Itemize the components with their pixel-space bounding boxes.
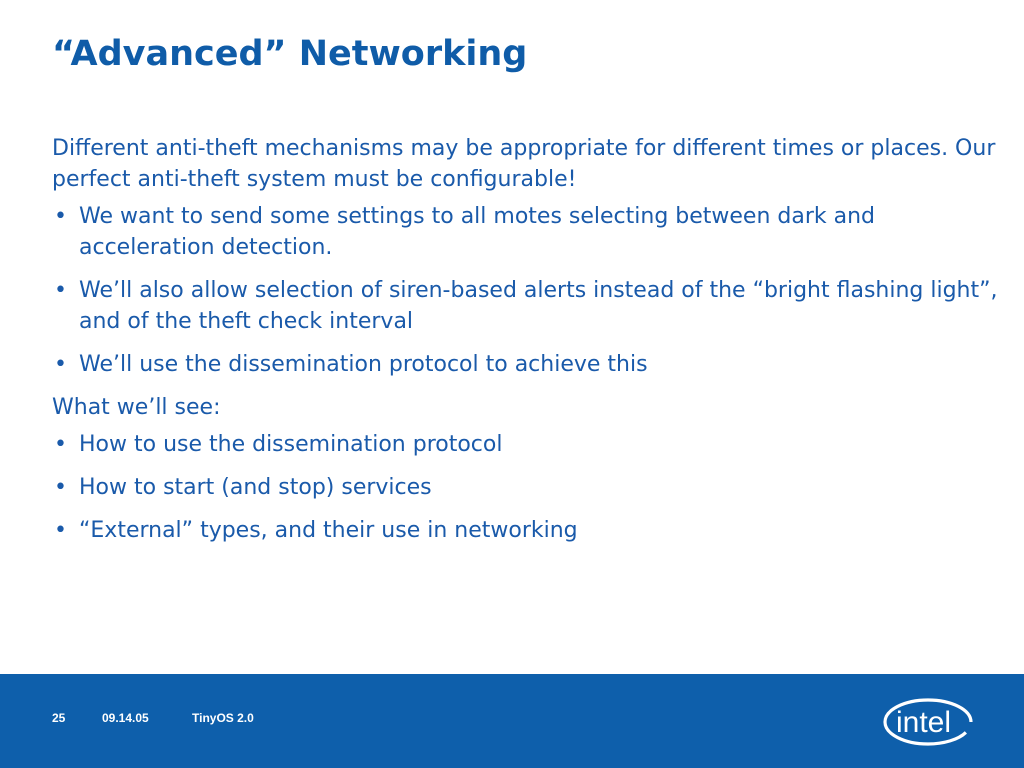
bullet-item <box>52 275 1012 337</box>
slide-title: “Advanced” Networking <box>52 34 528 74</box>
bullet-icon: • <box>54 518 67 543</box>
intel-logo-icon <box>880 690 980 752</box>
footer-date: 09.14.05 <box>102 711 149 725</box>
bullet-icon: • <box>54 278 67 303</box>
bullet-icon: • <box>54 204 67 229</box>
footer-bar <box>0 674 1024 768</box>
bullet-text: How to start (and stop) services <box>79 475 432 500</box>
bullet-icon: • <box>54 475 67 500</box>
slide-body <box>52 133 1012 558</box>
bullet-icon: • <box>54 352 67 377</box>
page-number: 25 <box>52 711 66 725</box>
bullet-item <box>52 515 1012 546</box>
bullet-item <box>52 429 1012 460</box>
bullet-text: “External” types, and their use in networking <box>79 518 578 543</box>
section-bullet-list <box>52 429 1012 546</box>
intro-paragraph: Different anti-theft mechanisms may be appropriate for different times or places. Our perfect anti-theft system must be configurable! <box>52 136 996 192</box>
footer-label: TinyOS 2.0 <box>192 711 254 725</box>
bullet-item <box>52 349 1012 380</box>
intro-bullet-list <box>52 201 1012 380</box>
bullet-text: How to use the dissemination protocol <box>79 432 503 457</box>
intel-logo-text: intel <box>896 706 952 739</box>
bullet-item <box>52 201 1012 263</box>
bullet-text: We’ll also allow selection of siren-based alerts instead of the “bright flashing light”, and of the theft check interval <box>79 278 998 334</box>
section-heading: What we’ll see: <box>52 395 221 420</box>
bullet-text: We’ll use the dissemination protocol to achieve this <box>79 352 648 377</box>
bullet-icon: • <box>54 432 67 457</box>
bullet-text: We want to send some settings to all motes selecting between dark and acceleration detection. <box>79 204 876 260</box>
bullet-item <box>52 472 1012 503</box>
